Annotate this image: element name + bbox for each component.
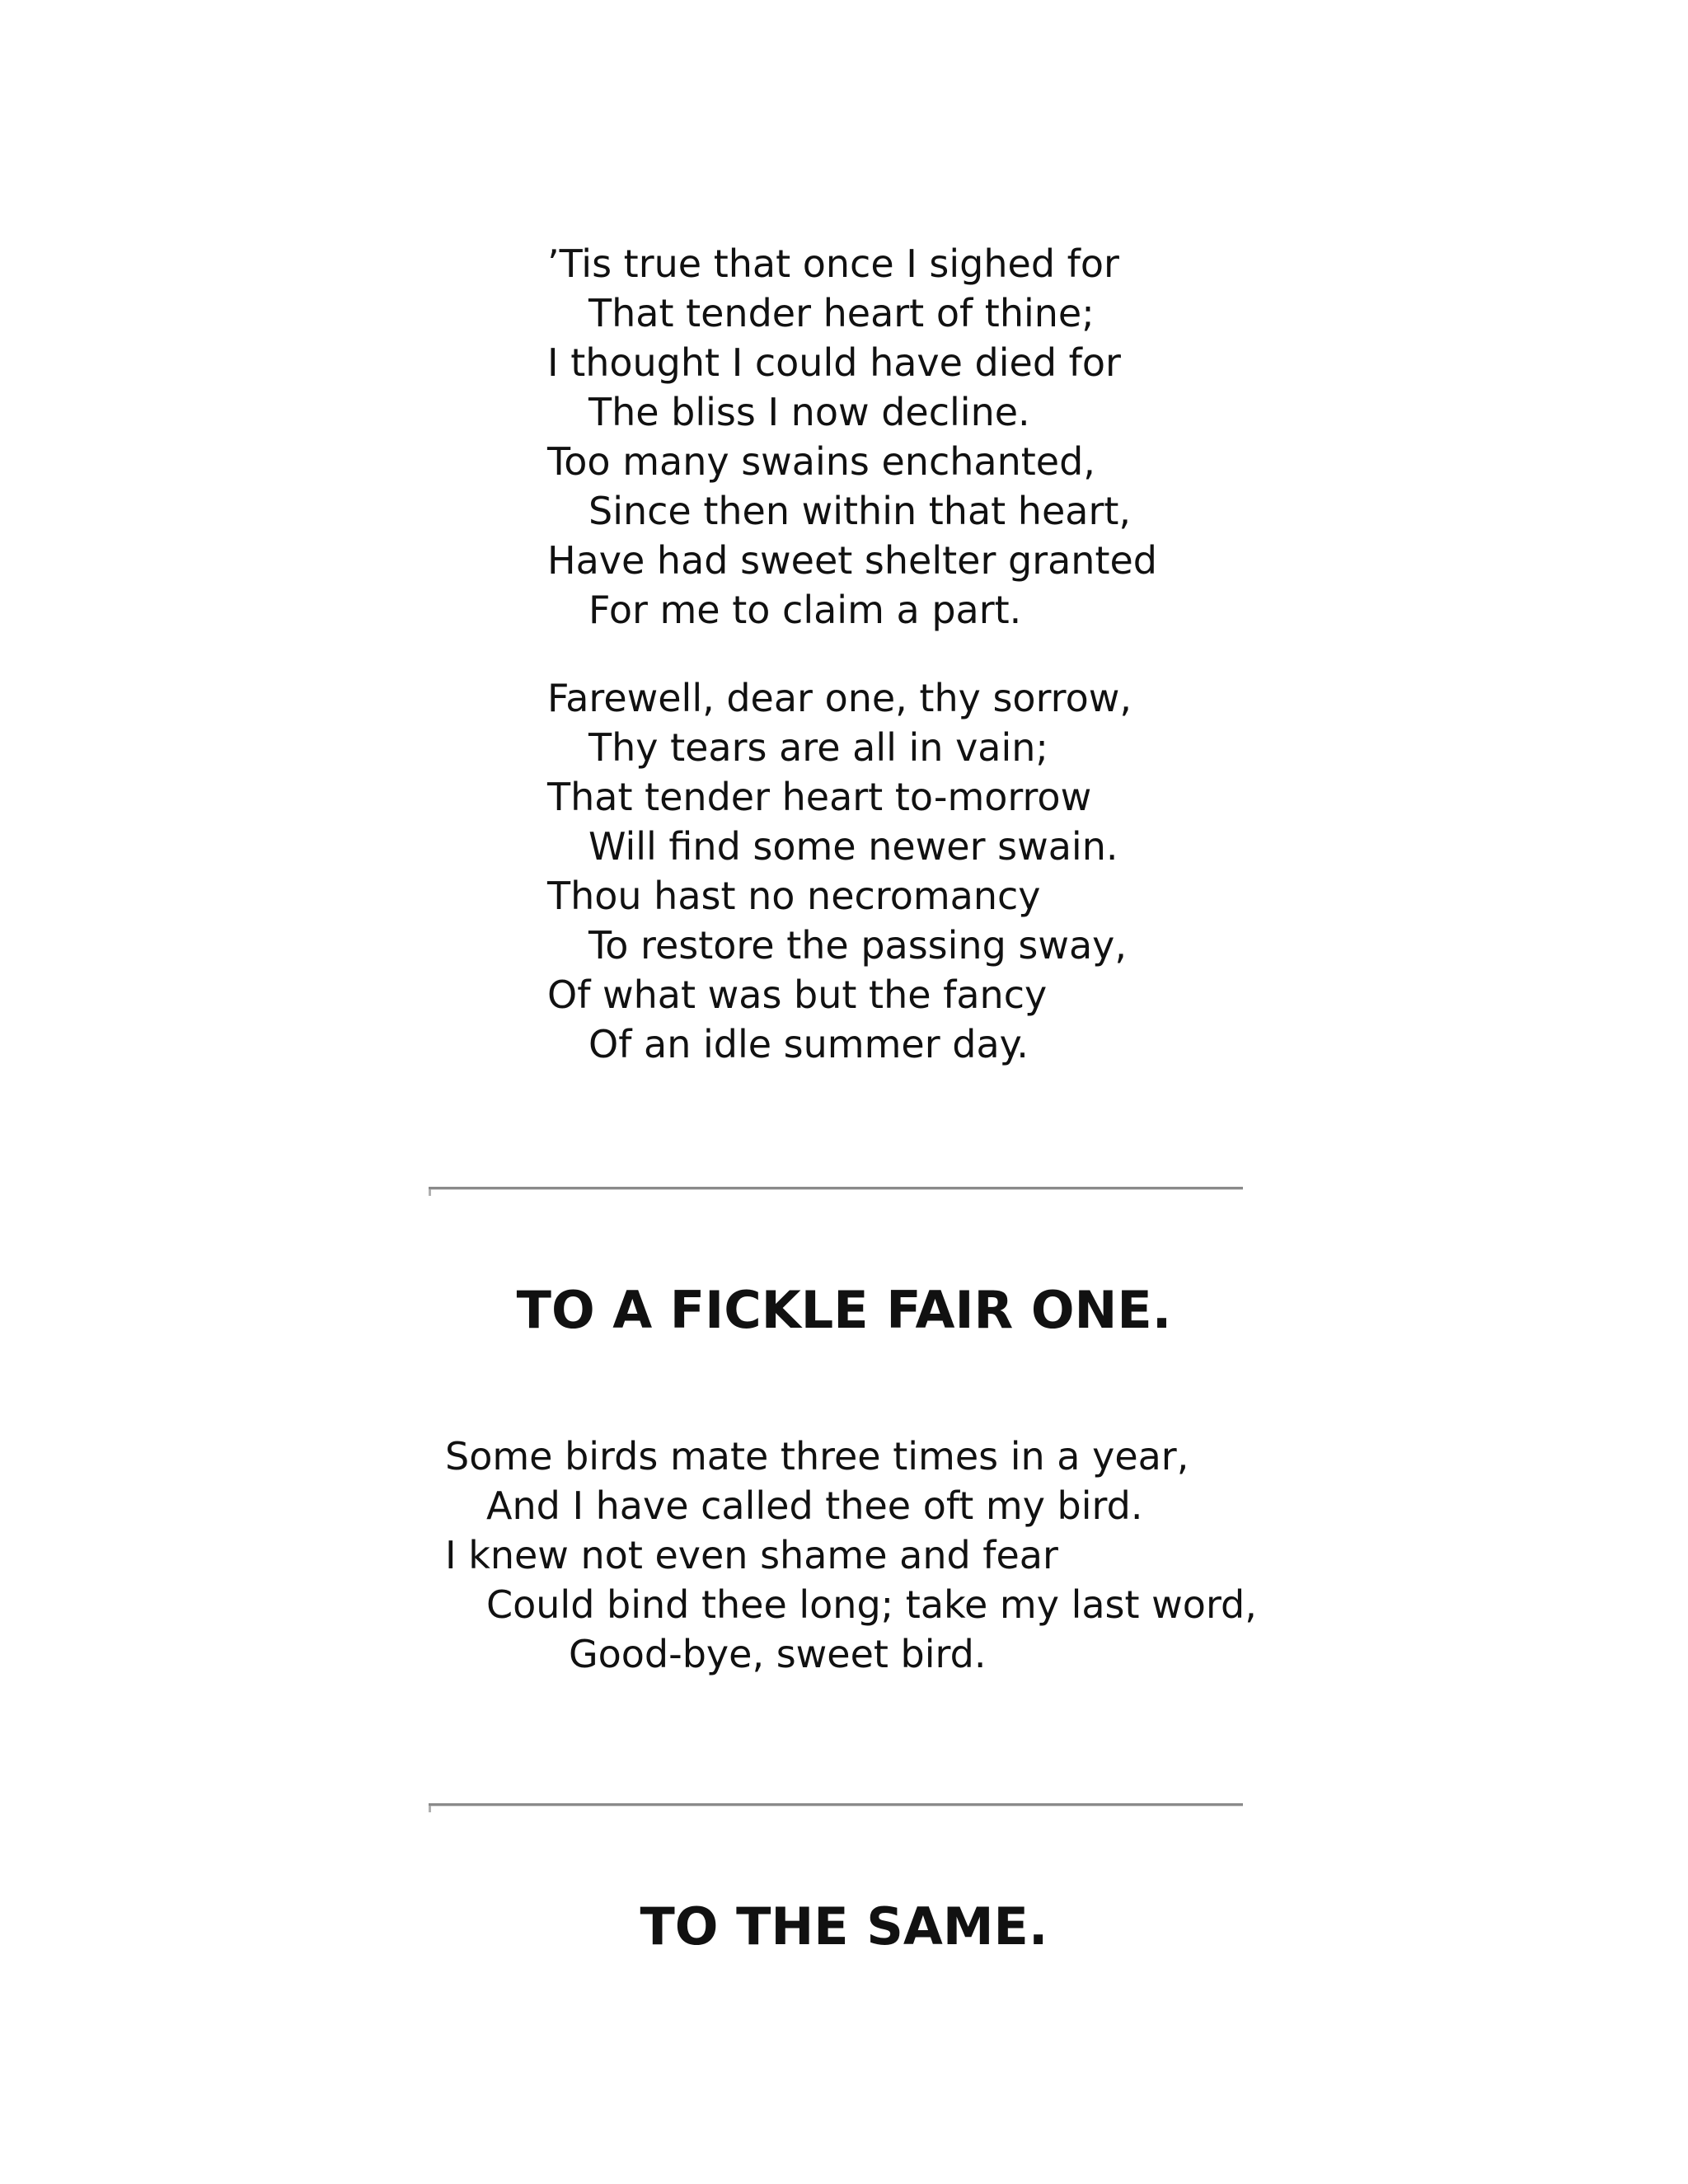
poem-line: Too many swains enchanted, bbox=[547, 439, 1095, 484]
poem-line: ’Tis true that once I sighed for bbox=[547, 241, 1119, 286]
poem-stanza-2 bbox=[547, 673, 1132, 1069]
poem-line: For me to claim a part. bbox=[588, 588, 1022, 632]
poem-line: And I have called thee oft my bird. bbox=[486, 1483, 1143, 1528]
poem-line: Of what was but the fancy bbox=[547, 972, 1048, 1017]
poem-line: I knew not even shame and fear bbox=[445, 1533, 1058, 1577]
poem-line: The bliss I now decline. bbox=[588, 390, 1030, 434]
poem-line: Could bind thee long; take my last word, bbox=[486, 1582, 1257, 1627]
poem-line: Will find some newer swain. bbox=[588, 824, 1118, 869]
poem-line: Farewell, dear one, thy sorrow, bbox=[547, 676, 1132, 720]
section-divider bbox=[429, 1187, 1243, 1190]
poem-line: Thy tears are all in vain; bbox=[588, 725, 1048, 770]
poem-line: Some birds mate three times in a year, bbox=[445, 1434, 1189, 1479]
section-divider bbox=[429, 1803, 1243, 1807]
poem-stanza-1 bbox=[547, 239, 1157, 635]
poem-line: To restore the passing sway, bbox=[588, 923, 1128, 968]
poem-line: That tender heart to-morrow bbox=[547, 775, 1092, 819]
poem-line: That tender heart of thine; bbox=[588, 291, 1095, 335]
poem-line: Of an idle summer day. bbox=[588, 1022, 1029, 1066]
poem-body bbox=[445, 1432, 1257, 1679]
poem-line: I thought I could have died for bbox=[547, 340, 1121, 385]
poem-title: TO THE SAME. bbox=[640, 1896, 1048, 1957]
poem-line: Since then within that heart, bbox=[588, 489, 1132, 533]
poem-line: Thou hast no necromancy bbox=[547, 874, 1041, 918]
poem-title: TO A FICKLE FAIR ONE. bbox=[516, 1280, 1172, 1340]
poem-line: Have had sweet shelter granted bbox=[547, 538, 1157, 583]
poem-line: Good-bye, sweet bird. bbox=[569, 1632, 987, 1676]
